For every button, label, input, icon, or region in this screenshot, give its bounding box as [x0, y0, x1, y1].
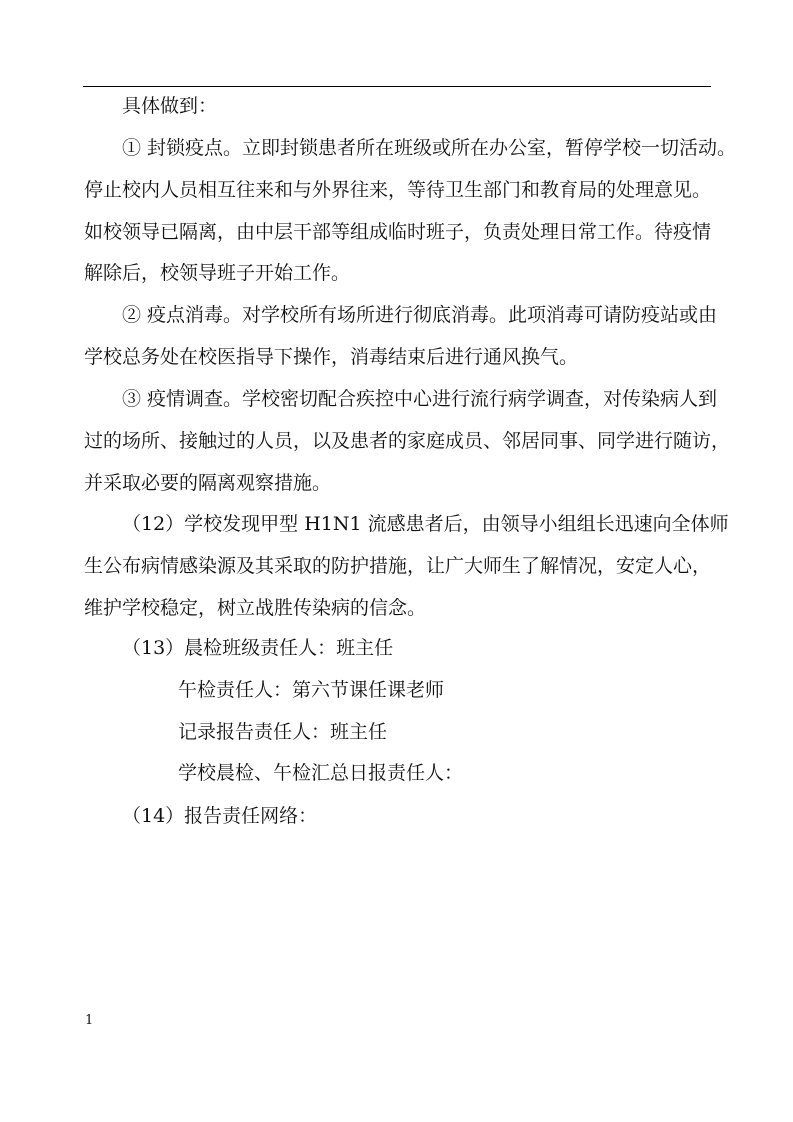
- text-line: 学校晨检、午检汇总日报责任人：: [178, 762, 464, 784]
- text-line: 解除后，校领导班子开始工作。: [84, 262, 351, 284]
- text-line: 记录报告责任人：班主任: [178, 721, 388, 743]
- text-line: ② 疫点消毒。对学校所有场所进行彻底消毒。此项消毒可请防疫站或由: [122, 304, 718, 326]
- page-number: 1: [85, 1013, 94, 1028]
- text-line: 如校领导已隔离，由中层干部等组成临时班子，负责处理日常工作。待疫情: [84, 221, 712, 243]
- text-line: 生公布病情感染源及其采取的防护措施，让广大师生了解情况，安定人心，: [84, 555, 712, 577]
- text-line: 维护学校稳定，树立战胜传染病的信念。: [84, 597, 427, 619]
- text-line: 学校总务处在校医指导下操作，消毒结束后进行通风换气。: [84, 346, 579, 368]
- text-line: 具体做到：: [122, 95, 218, 117]
- text-line: ① 封锁疫点。立即封锁患者所在班级或所在办公室，暂停学校一切活动。: [122, 137, 737, 159]
- text-line: （12）学校发现甲型 H1N1 流感患者后，由领导小组组长迅速向全体师: [122, 513, 729, 535]
- text-line: 并采取必要的隔离观察措施。: [84, 472, 332, 494]
- text-line: 停止校内人员相互往来和与外界往来，等待卫生部门和教育局的处理意见。: [84, 179, 712, 201]
- text-line: 午检责任人：第六节课任课老师: [178, 679, 445, 701]
- header-rule: [83, 86, 711, 87]
- text-line: 过的场所、接触过的人员，以及患者的家庭成员、邻居同事、同学进行随访，: [84, 430, 731, 452]
- text-line: （13）晨检班级责任人：班主任: [122, 637, 394, 659]
- text-line: ③ 疫情调查。学校密切配合疾控中心进行流行病学调查，对传染病人到: [122, 388, 718, 410]
- text-line: （14）报告责任网络：: [122, 805, 318, 827]
